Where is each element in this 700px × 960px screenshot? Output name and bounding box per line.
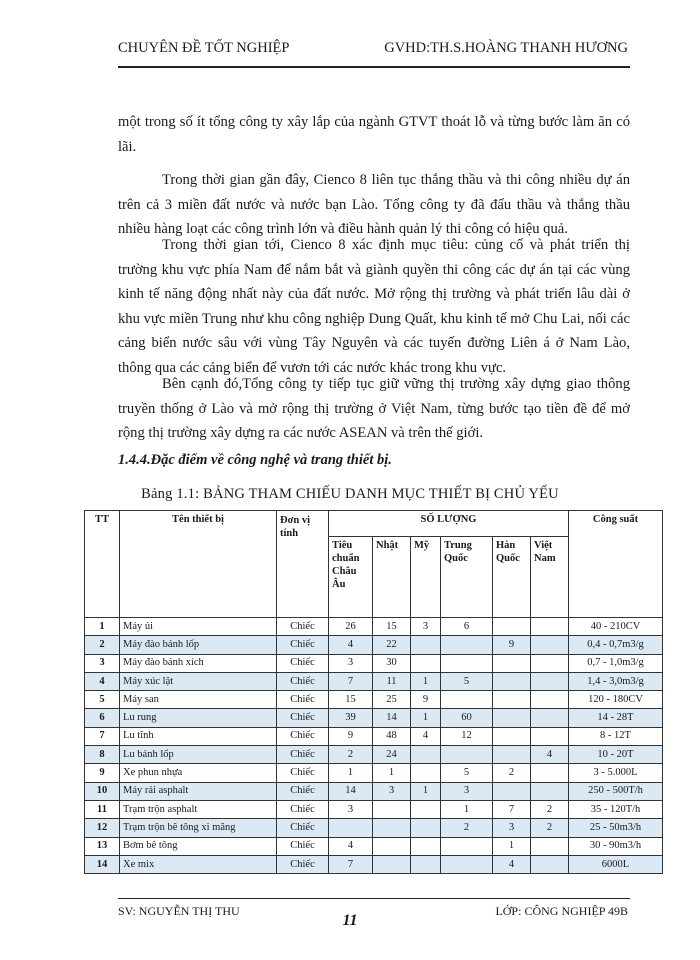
- cell-europe: 39: [329, 709, 373, 727]
- header-vietnam: Việt Nam: [531, 537, 569, 618]
- cell-tt: 2: [85, 636, 120, 654]
- cell-korea: [493, 782, 531, 800]
- cell-japan: [373, 800, 411, 818]
- cell-name: Máy rải asphalt: [120, 782, 277, 800]
- cell-name: Máy san: [120, 691, 277, 709]
- table-row: [85, 672, 663, 690]
- header-china: Trung Quốc: [441, 537, 493, 618]
- cell-tt: 1: [85, 618, 120, 636]
- cell-name: Xe phun nhựa: [120, 764, 277, 782]
- cell-europe: 4: [329, 636, 373, 654]
- cell-tt: 8: [85, 746, 120, 764]
- cell-capacity: 8 - 12T: [569, 727, 663, 745]
- cell-japan: 25: [373, 691, 411, 709]
- cell-japan: 14: [373, 709, 411, 727]
- equipment-table: [84, 510, 663, 874]
- cell-usa: [411, 636, 441, 654]
- header-usa: Mỹ: [411, 537, 441, 618]
- table-row: [85, 654, 663, 672]
- cell-korea: 1: [493, 837, 531, 855]
- cell-tt: 11: [85, 800, 120, 818]
- cell-korea: [493, 618, 531, 636]
- cell-korea: 9: [493, 636, 531, 654]
- cell-capacity: 1,4 - 3,0m3/g: [569, 672, 663, 690]
- cell-tt: 10: [85, 782, 120, 800]
- cell-name: Xe mix: [120, 855, 277, 873]
- table-row: [85, 764, 663, 782]
- cell-usa: 1: [411, 782, 441, 800]
- cell-capacity: 120 - 180CV: [569, 691, 663, 709]
- cell-name: Máy đào bánh lốp: [120, 636, 277, 654]
- cell-unit: Chiếc: [277, 672, 329, 690]
- cell-korea: 7: [493, 800, 531, 818]
- cell-japan: 3: [373, 782, 411, 800]
- header-capacity: Công suất: [569, 511, 663, 618]
- cell-vietnam: 4: [531, 746, 569, 764]
- cell-tt: 13: [85, 837, 120, 855]
- cell-name: Máy ủi: [120, 618, 277, 636]
- page-header: [118, 40, 628, 64]
- cell-china: 3: [441, 782, 493, 800]
- cell-capacity: 250 - 500T/h: [569, 782, 663, 800]
- cell-china: 5: [441, 672, 493, 690]
- cell-europe: 1: [329, 764, 373, 782]
- cell-name: Bơm bê tông: [120, 837, 277, 855]
- cell-korea: [493, 691, 531, 709]
- header-korea: Hàn Quốc: [493, 537, 531, 618]
- cell-unit: Chiếc: [277, 819, 329, 837]
- cell-usa: [411, 764, 441, 782]
- cell-korea: 2: [493, 764, 531, 782]
- cell-unit: Chiếc: [277, 782, 329, 800]
- cell-capacity: 35 - 120T/h: [569, 800, 663, 818]
- cell-europe: 9: [329, 727, 373, 745]
- cell-vietnam: [531, 691, 569, 709]
- page-number: 11: [342, 912, 358, 929]
- cell-japan: 24: [373, 746, 411, 764]
- cell-japan: [373, 837, 411, 855]
- cell-vietnam: [531, 672, 569, 690]
- cell-unit: Chiếc: [277, 855, 329, 873]
- cell-usa: 1: [411, 672, 441, 690]
- cell-korea: [493, 654, 531, 672]
- cell-europe: 7: [329, 672, 373, 690]
- table-row: [85, 837, 663, 855]
- cell-korea: [493, 727, 531, 745]
- cell-korea: [493, 709, 531, 727]
- cell-china: 12: [441, 727, 493, 745]
- cell-capacity: 25 - 50m3/h: [569, 819, 663, 837]
- cell-name: Trạm trộn bê tông xi măng: [120, 819, 277, 837]
- footer-rule: [118, 898, 630, 899]
- table-row: [85, 618, 663, 636]
- cell-capacity: 6000L: [569, 855, 663, 873]
- header-europe: Tiêu chuẩn Châu Âu: [329, 537, 373, 618]
- cell-china: 5: [441, 764, 493, 782]
- cell-japan: [373, 819, 411, 837]
- table-caption: Bảng 1.1: BẢNG THAM CHIẾU DANH MỤC THIẾT BỊ CHỦ YẾU: [141, 486, 559, 502]
- cell-vietnam: [531, 764, 569, 782]
- table-row: [85, 709, 663, 727]
- cell-europe: 15: [329, 691, 373, 709]
- cell-vietnam: 2: [531, 800, 569, 818]
- footer-student: SV: NGUYỄN THỊ THU: [118, 904, 240, 918]
- table-row: [85, 636, 663, 654]
- cell-japan: 1: [373, 764, 411, 782]
- cell-japan: 30: [373, 654, 411, 672]
- cell-unit: Chiếc: [277, 800, 329, 818]
- cell-unit: Chiếc: [277, 746, 329, 764]
- cell-unit: Chiếc: [277, 837, 329, 855]
- cell-europe: 2: [329, 746, 373, 764]
- cell-vietnam: [531, 855, 569, 873]
- cell-usa: [411, 837, 441, 855]
- cell-capacity: 30 - 90m3/h: [569, 837, 663, 855]
- cell-capacity: 0,7 - 1,0m3/g: [569, 654, 663, 672]
- table-row: [85, 819, 663, 837]
- cell-name: Máy xúc lật: [120, 672, 277, 690]
- header-thesis-title: CHUYÊN ĐỀ TỐT NGHIỆP: [118, 40, 290, 56]
- table-row: [85, 727, 663, 745]
- cell-tt: 5: [85, 691, 120, 709]
- cell-unit: Chiếc: [277, 764, 329, 782]
- cell-capacity: 10 - 20T: [569, 746, 663, 764]
- paragraph-2: Trong thời gian gần đây, Cienco 8 liên tục thắng thầu và thi công nhiều dự án trên cả 3 miền đất nước và nước bạn Lào. Tổng công ty đã đấu thầu và thắng thầu nhiều hàng loạt các công trình lớn và điều hành quản lý thi công có hiệu quả.: [118, 172, 630, 238]
- cell-capacity: 40 - 210CV: [569, 618, 663, 636]
- cell-china: 2: [441, 819, 493, 837]
- paragraph-1: một trong số ít tổng công ty xây lắp của ngành GTVT thoát lỗ và từng bước làm ăn có lãi.: [118, 114, 630, 155]
- cell-capacity: 0,4 - 0,7m3/g: [569, 636, 663, 654]
- header-advisor: GVHD:TH.S.HOÀNG THANH HƯƠNG: [384, 40, 628, 56]
- cell-tt: 9: [85, 764, 120, 782]
- cell-vietnam: 2: [531, 819, 569, 837]
- cell-capacity: 3 - 5.000L: [569, 764, 663, 782]
- cell-usa: [411, 819, 441, 837]
- cell-unit: Chiếc: [277, 618, 329, 636]
- header-quantity: SỐ LƯỢNG: [329, 511, 569, 537]
- cell-china: 60: [441, 709, 493, 727]
- header-japan: Nhật: [373, 537, 411, 618]
- header-tt: TT: [85, 511, 120, 618]
- cell-europe: 3: [329, 654, 373, 672]
- cell-unit: Chiếc: [277, 691, 329, 709]
- cell-name: Lu rung: [120, 709, 277, 727]
- cell-japan: 22: [373, 636, 411, 654]
- cell-europe: 14: [329, 782, 373, 800]
- cell-china: [441, 746, 493, 764]
- cell-usa: [411, 800, 441, 818]
- table-row: [85, 746, 663, 764]
- cell-vietnam: [531, 727, 569, 745]
- cell-china: [441, 691, 493, 709]
- header-equipment-name: Tên thiết bị: [120, 511, 277, 618]
- cell-korea: [493, 746, 531, 764]
- cell-name: Lu tĩnh: [120, 727, 277, 745]
- cell-tt: 6: [85, 709, 120, 727]
- cell-tt: 4: [85, 672, 120, 690]
- cell-china: [441, 855, 493, 873]
- cell-europe: 26: [329, 618, 373, 636]
- cell-europe: [329, 819, 373, 837]
- cell-europe: 7: [329, 855, 373, 873]
- cell-vietnam: [531, 709, 569, 727]
- header-rule: [118, 66, 630, 68]
- cell-china: [441, 654, 493, 672]
- paragraph-4: Bên cạnh đó,Tổng công ty tiếp tục giữ vững thị trường xây dựng giao thông truyền thống ở Lào và mở rộng thị trường ở Việt Nam, từng bước tạo tiền đề để mở rộng thị trường xây dựng ra các nước ASEAN và trên thế giới.: [118, 376, 630, 442]
- cell-europe: 3: [329, 800, 373, 818]
- cell-tt: 3: [85, 654, 120, 672]
- cell-japan: [373, 855, 411, 873]
- cell-usa: [411, 654, 441, 672]
- cell-korea: 3: [493, 819, 531, 837]
- cell-japan: 48: [373, 727, 411, 745]
- table-row: [85, 800, 663, 818]
- cell-name: Lu bánh lốp: [120, 746, 277, 764]
- cell-usa: 4: [411, 727, 441, 745]
- cell-vietnam: [531, 654, 569, 672]
- cell-usa: 1: [411, 709, 441, 727]
- cell-usa: 9: [411, 691, 441, 709]
- section-heading: 1.4.4.Đặc điểm về công nghệ và trang thiết bị.: [118, 452, 392, 468]
- cell-name: Trạm trộn asphalt: [120, 800, 277, 818]
- footer-class: LỚP: CÔNG NGHIỆP 49B: [495, 904, 628, 918]
- cell-vietnam: [531, 636, 569, 654]
- cell-unit: Chiếc: [277, 636, 329, 654]
- cell-korea: 4: [493, 855, 531, 873]
- cell-vietnam: [531, 618, 569, 636]
- cell-capacity: 14 - 28T: [569, 709, 663, 727]
- cell-unit: Chiếc: [277, 709, 329, 727]
- cell-japan: 15: [373, 618, 411, 636]
- cell-china: [441, 837, 493, 855]
- cell-unit: Chiếc: [277, 727, 329, 745]
- table-row: [85, 855, 663, 873]
- cell-tt: 12: [85, 819, 120, 837]
- cell-japan: 11: [373, 672, 411, 690]
- cell-usa: [411, 855, 441, 873]
- cell-tt: 7: [85, 727, 120, 745]
- table-row: [85, 782, 663, 800]
- cell-vietnam: [531, 782, 569, 800]
- cell-europe: 4: [329, 837, 373, 855]
- cell-tt: 14: [85, 855, 120, 873]
- cell-usa: 3: [411, 618, 441, 636]
- cell-name: Máy đào bánh xích: [120, 654, 277, 672]
- paragraph-3: Trong thời gian tới, Cienco 8 xác định mục tiêu: củng cố và phát triển thị trường khu vực phía Nam để nắm bắt và giành quyền thi công các dự án tại các vùng kinh tế năng động nhất này của đất nước. Mở rộng thị trường và phát triển lâu dài ở khu vực miền Trung như khu công nghiệp Dung Quất, khu kinh tế mở Chu Lai, nối các cảng biển nước sâu với vùng Tây Nguyên và các tuyến đường Liên á ở Nam Lào, thông qua các cảng biển để vươn tới các nước khác trong khu vực.: [118, 237, 630, 376]
- cell-vietnam: [531, 837, 569, 855]
- cell-korea: [493, 672, 531, 690]
- cell-china: 1: [441, 800, 493, 818]
- cell-china: 6: [441, 618, 493, 636]
- cell-china: [441, 636, 493, 654]
- header-unit: Đơn vị tính: [277, 511, 329, 618]
- table-row: [85, 691, 663, 709]
- cell-usa: [411, 746, 441, 764]
- cell-unit: Chiếc: [277, 654, 329, 672]
